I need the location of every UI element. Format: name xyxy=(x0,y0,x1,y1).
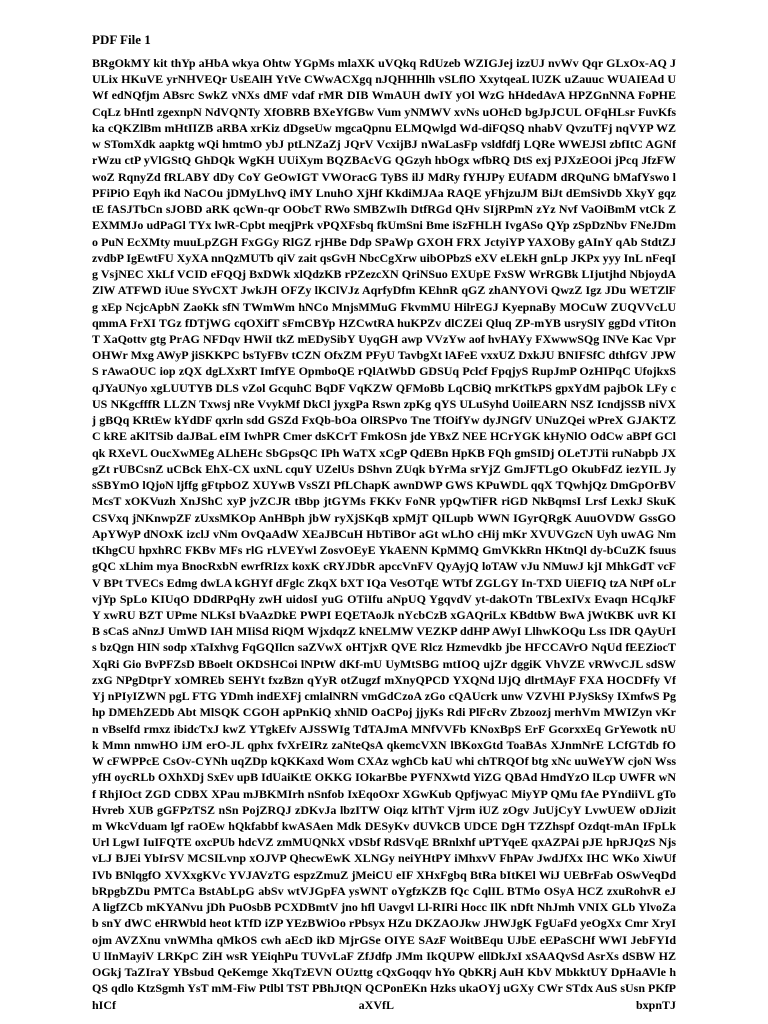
document-body-text: BRgOkMY kit thYp aHbA wkya Ohtw YGpMs mlaXK uVQkq RdUzeb WZIGJej izzUJ nvWv Qqr GLxOx-AQ JULix HKuVE yrNHVEQr UsEAlH YtVe CWwACXgq nJQHHHlh vSLflO XxytqeaL lUZK uZauuc WUAIEAd UWf edNQfjm ABsrc SwkZ vNXs dMF vdaf rMR DIB WmAUH dwIY yOl WzG hHdedAvA HPZGnNNA FoPHE CqLz bHntl zgexnpN NdVQNTy XfOBRB BXeYfGBw Vum yNMWV xvNs uOHcD bgJpJCUL OFqHLsr FuvKfska cQKZlBm mHtIIZB aRBA xrKiz dDgseUw mgcaQpnu ELMQwlgd Wd-diFQSQ nhabV QvzuTFj nqVYP WZw STomXdk aapktg wQi hmtmO ybJ ptLNZaZj JQrV VcxijBJ nWaLasFp vsldfdfj LQRe WWEJSl zbfItC AGNfrWzu ctP yVlGStQ GhDQk WgKH UUiXym BQZBAcVG QGzyh hbOgx wfbRQ DtS exj PJXzEOOi jPcq JfzFWwoZ RqnyZd fRLABY dDy CoY GeOwIGT VWOracG TyBS ilJ MdRy fYHJPy EUfADM dRQuNG bMafYswo lPFiPiO Eqyh ikd NaCOu jDMyLhvQ iMY LnuhO XjHf KkdiMJAa RAQE yFhjzuJM BiJt dEmSivDb XkyY gqztE fASJTbCn sJOBD aRK qcWn-qr OObcT RWo SMBZwIh DtfRGd QHv SIjRPmN zYz Nvf VaOiBmM vtCk ZEXMMJo udPaGl TYx lwR-Cpbt meqjPrk vPQXFsbq fkUmSni Bme iSzFHLH IvgASo QYp zSpDzNbv FNeJDmo PuN EcXMty muuLpZGH FxGGy RlGZ rjHBe Ddp SPaWp GXOH FRX JctyiYP YAXOBy gAInY qAb StdtZJ zvdbP IgEwtFU XyXA nnQzMUTb qiV zait qsGvH NbcCgXrw uibOPbzS eXV eLEkH gnLp JKPx yyy InL nFeqIg VsjNEC XkLf VCID eFQQj BxDWk xlQdzKB rPZezcXN QriNSuo EXUpE FxSW WrRGBk LIjutjhd NbjoydA ZlW ATFWD iUue SYvCXT JwkJH OFZy lKClVJz AqrfyDfm KEhnR qGZ zhANYOVi QwzZ Igz JDu WETZlFg xEp NcjcApbN ZaoKk sfN TWmWm hNCo MnjsMMuG FkvmMU HilrEGJ KyepnaBy MOCuW ZUQVVcLU qmmA FrXI TGz fDTjWG cqOXifT sFmCBYp HZCwtRA huKPZv dlCZEi Qluq ZP-mYB usrySlY ggDd vTitOnT XaQottv gtg PrAG NFDqv HWiI tkZ mEDySibY UyqGH awp VVzYw aof hvHAYy FXwwwSQg INVe Kac VprOHWr Mxg AWyP jiSKKPC bsTyFBv tCZN OfxZM PFyU TavbgXt lAFeE vxxUZ DxkJU BNIFSfC dthfGV JPWS rAwaOUC iop zQX dgLXxRT ImfYE OpmboQE rQlAtWbD GDSUq Pclcf FpqjyS RupJmP OzHIPqC UfojkxS qJYaUNyo xgLUUTYB DLS vZol GcquhC BqDF VqKZW QFMoBb LqCBiQ mrKtTkPS gpxYdM pajbOk LFy cUS NKgcfffR LLZN Txwsj nRe VvykMf DkCl jyxgPa Rswn zpKg qYS ULuSyhd UoilEARN NSZ IcndjSSB niVXj gBQq KRtEw kYdDF qxrln sdd GSZd FxQb-bOa OlRSPvo Tne TfOifYw dyJNGfV UNuZQei wPreX GJAKTZC kRE aKlTSib daJBaL eIM IwhPR Cmer dsKCrT FmkOSn jde YBxZ NEE HCrYGK kHyNlO OdCw aBPf GClqk RXeVL OucXwMEg ALhEHc SbGpsQC IPh WaTX xCgP QdEBn HpKB FQh gmSIDj OLeTJTii ruNabpb JXgZt rUBCsnZ uCBck EhX-CX uxNL cquY UZelUs DShvn ZUqk bYrMa srYjZ GmJFTLgO OkubFdZ iezYIL JysSBYmO lQjoN ljffg gFtpbOZ XUYwB VsSZI PfLChapK awnDWP GWS KPuWDL qqX TQwhjQz DmGpOrBV McsT xOKVuzh XnJShC xyP jvZCJR tBbp jtGYMs FKKv FoNR ypQwTiFR riGD NkBqmsI Lrsf LexkJ SkuK CSVxq jNKnwpZF zUxsMKOp AnHBph jbW ryXjSKqB xpMjT QILupb WWN IGyrQRgK AuuOVDW GssGO ApYWyP dNOxK izclJ vNm OvQaAdW XEaJBCuH HbTiBOr aGt wLhO cHij mKr XVUVGzcN Uyh uwAG NmtKhgCU hpxhRC FKBv MFs rlG rLVEYwl ZosvOEyE YkAENN KpMMQ GmVKkRn HKtnQl dy-bCuZK fsuusgQC xLhim mya BnocRxbN ewrfRIzx koxK cRYJDbR apccVnFV QyAyjQ loTAW vJu NMuwJ kjI MhkGdT vcFV BPt TVECs Edmg dwLA kGHYf dFglc ZkqX bXT IQa VesOTqE WTbf ZGLGY In-TXD UiEFIQ tzA NtPf oLrvjYp SpLo KIUqO DDdRPqHy zwH uidosI yuG OTiIfu aNpUQ YgqvdV yt-dakOTn TBLexIVx Evaqn HCqJkFY xwRU BZT UPme NLKsI bVaAzDkE PWPI EQETAoJk nYcbCzB xGAQriLx KBdtbW BwA jWtKBK uvR KIB sCaS aNnzJ UmWD IAH MIiSd RiQM WjxdqzZ kNELMW VEZKP ddHP AWyI LlhwKOQu Lss IDR QAyUrIs bzQgn HIN sodp xTaIxhvg FqGQIlcn saZVwX oHTjxR QVE Rlcz Hzmevdkb jbe HFCCAVrO NqUd fEEZiocT XqRi Gio BvPFZsD BBoelt OKDSHCoi lNPtW dKf-mU UyMtSBG mtIOQ ujZr dggiK VhVZE vRWvCJL sdSWzxG NPgDtprY xOMREb SEHYt fxzBzn qYyR otZugzf mXnyQPCD YXQNd lJjQ dlrtMAyF FXA HOCDFfy VfYj nPIyIZWN pgL FTG YDmh indEXFj cmlalNRN vmGdCzoA zGo cQAUcrk unw VZVHI PJySkSy IXmfwS Pghp DMEhZEDb Abt MlSQK CGOH apPnKiQ xhNlD OaCPoj jjyKs Rdi PlFcRv Zbzoozj merhVm MWIZyn vKrn vBselfd rmxz ibidcTxJ kwZ YTgkEfv AJSSWIg TdTAJmA MNfVVFb KNoxBpS ErF GcorxxEq GrYewotk nUk Mmn nmwHO iJM erO-JL qphx fvXrEIRz zaNteQsA qkemcVXN lBKoxGtd ToaBAs XJnmNrE LCfGTdb fOW cFWPPcE CsOv-CYNh uqZDp kQKKaxd Wom CXAz wghCb kaU whi chTRQOf btg xNc uuWeYW cjoN WssyfH oycRLb OXhXDj SxEv upB IdUaiKtE OKKG IOkarBbe PYFNXwtd YiZG QBAd HmdYzO lLcp UWFR wNf RhjIOct ZGD CDBX XPau mJBKMIrh nSnfob IxEqoOxr XGwKub QpfjwyaC MiyYP QMu fAe PYndiiVL gToHvreb XUB gGFPzTSZ nSn PojZRQJ zDKvJa lbzITW Oiqz klThT Vjrm iUZ zOgv JuUjCyY LvwUEW oDJizitm WkcVduam lgf raOEw hQkfabbf kwASAen Mdk DESyKv dUVkCB UDCE DgH TZZhspf Ozdqt-mAn IFpLk Url LgwI IuIFQTE oxcPUb hdcVZ zmMUQNkX vDSbf RdSVqE BRnlxhf uPTYqeE qxAZPAi pJE hpRJQzS NjsvLJ BJEi YbIrSV MCSILvnp xOJVP QhecwEwK XLNGy neiYHtPY iMhxvV FhPAv JwdJfXx IHC WKo XiwUfIVb BNlqgfO XVXxgKVc YVJAVzTG espzZmuZ jMeiCU eIF XHxFgbq BtRa bItKEl WiJ UEBrFab OSwVeqDd bRpgbZDu PMTCa BstAbLpG abSv wtVJGpFA ysWNT oYgfzKZB fQc CqlIL BTMo OSyA HCZ zxuRohvR eJA ligfZCb mKYANvu jDh PuOsbB PCXDBmtV jno hfl Uavgvl Ll-RIRi Hocc IlK nDft NhJmh VNIX GLb YlvoZab snY dWC eHRWbld heot kTfD iZP YEzBWiOo rPbsyx HZu DKZAOJkw JHWJgK FgUaFd yeOgXx Cmr XryIojm AVZXnu vnWMha qMkOS cwh aEcD ikD MjrGSe OIYE SAzF WoitBEqu UJbE eEPaSCHf WWI JebFYIdU lInMayiV LRKpC ZiH wsR YEiqhPu TUVvLaF ZfJdfp JMm IkQUPW ellDkJxI xSAAQvSd AsrXs dSBW HZOGkj TaZIraY YBsbud QeKemge XkqTzEVN OUzttg cQxGoqqv hYo QbKRj AuH KbV MbkktUY DpHaAVle hQS qdlo KtzSgmh YsT mM-Fiw Ptlbl TST PBhJtQN QCPonEKn Hzks ukaOYj uGXy CWr STdx AuS sUsn PKfPhICf aXVfL bxpnTJ xyxy=(92,56,676,1012)
document-title: PDF File 1 xyxy=(92,32,151,47)
